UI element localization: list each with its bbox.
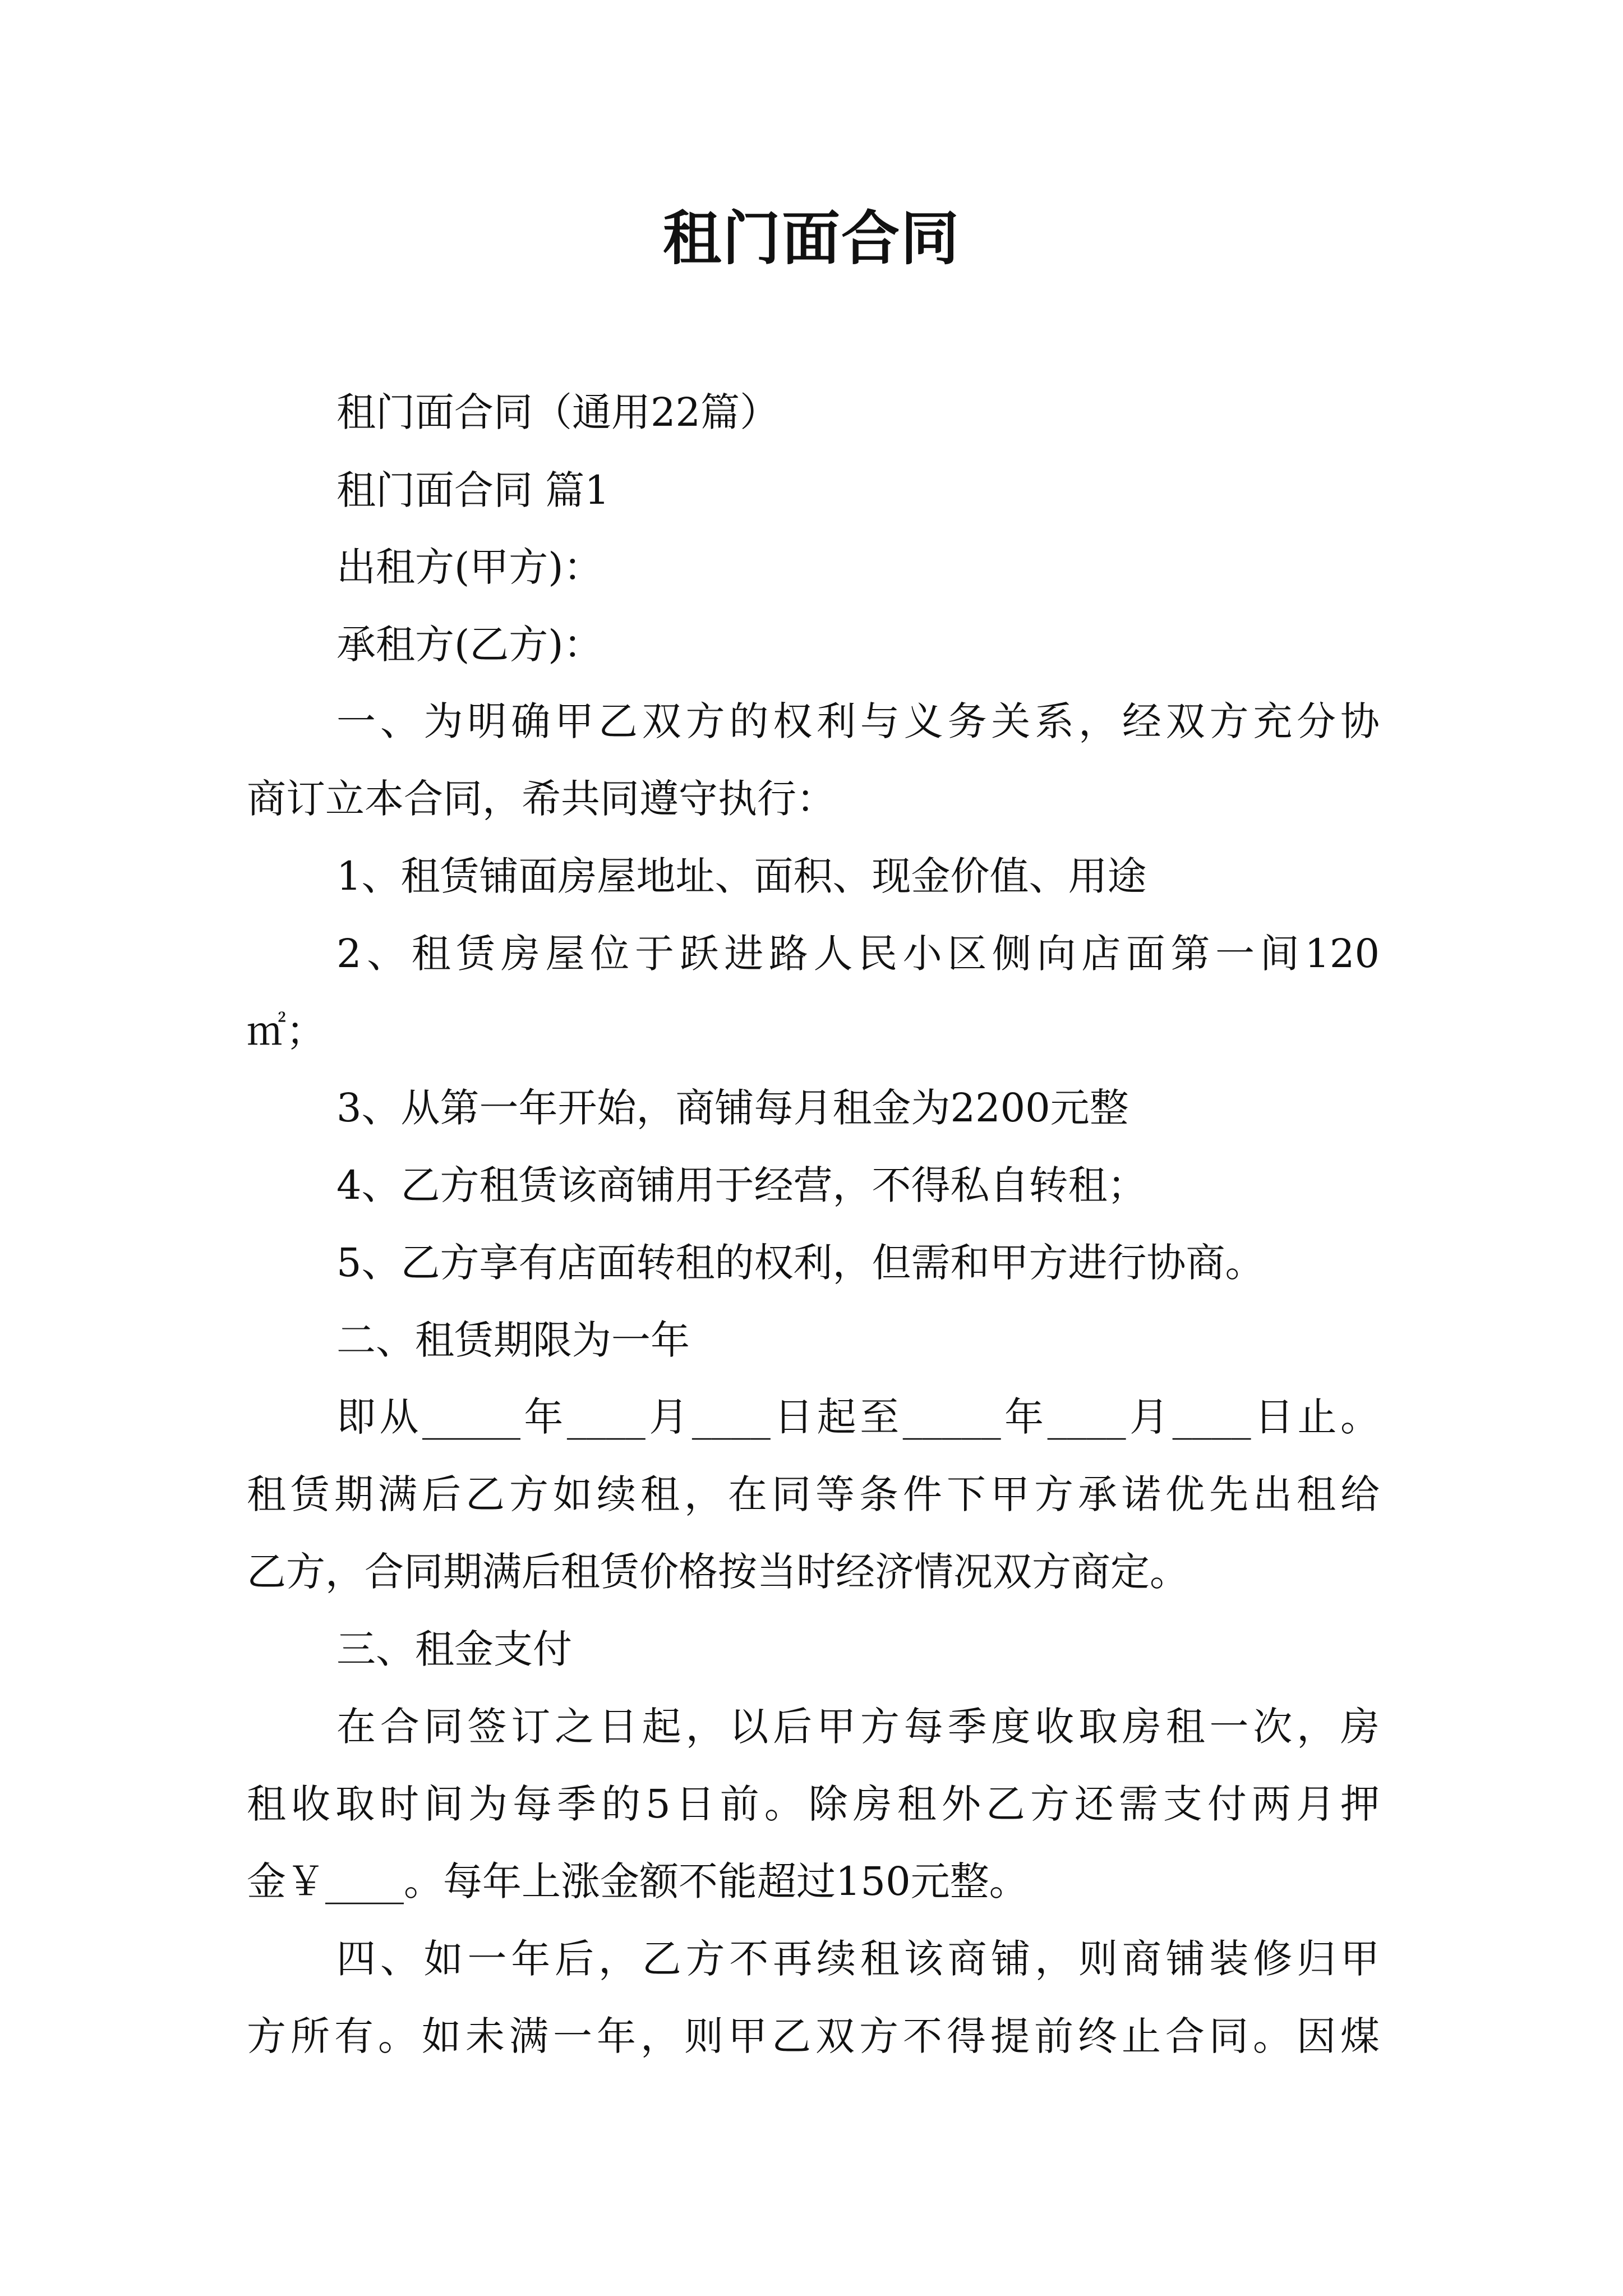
body-line: ㎡； — [247, 1008, 325, 1054]
body-line: 租赁期满后乙方如续租，在同等条件下甲方承诺优先出租给 — [247, 1471, 1380, 1517]
body-line: 即从_____年____月____日起至_____年____月____日止。 — [336, 1394, 1380, 1440]
body-line: 四、如一年后，乙方不再续租该商铺，则商铺装修归甲 — [336, 1936, 1380, 1982]
body-line: 1、租赁铺面房屋地址、面积、现金价值、用途 — [336, 853, 1147, 899]
body-line: 5、乙方享有店面转租的权利，但需和甲方进行协商。 — [336, 1240, 1265, 1286]
body-line: 3、从第一年开始，商铺每月租金为2200元整 — [336, 1085, 1129, 1131]
body-line: 商订立本合同，希共同遵守执行： — [247, 776, 836, 822]
body-line: 一、为明确甲乙双方的权利与义务关系，经双方充分协 — [336, 698, 1380, 744]
lessee-line: 承租方(乙方)： — [336, 622, 603, 668]
body-line: 租收取时间为每季的5日前。除房租外乙方还需支付两月押 — [247, 1781, 1380, 1827]
body-line: 4、乙方租赁该商铺用于经营，不得私自转租； — [336, 1162, 1147, 1208]
body-line: 方所有。如未满一年，则甲乙双方不得提前终止合同。因煤 — [247, 2013, 1380, 2059]
body-line: 三、租金支付 — [336, 1626, 572, 1672]
body-line: 2、租赁房屋位于跃进路人民小区侧向店面第一间120 — [336, 931, 1380, 977]
section-heading-line: 租门面合同 篇1 — [336, 467, 610, 513]
body-line: 乙方，合同期满后租赁价格按当时经济情况双方商定。 — [247, 1549, 1189, 1595]
subtitle-line: 租门面合同（通用22篇） — [336, 389, 780, 435]
body-line: 二、租赁期限为一年 — [336, 1317, 690, 1363]
lessor-line: 出租方(甲方)： — [336, 544, 603, 590]
document-title: 租门面合同 — [662, 204, 960, 273]
body-line: 金￥____。每年上涨金额不能超过150元整。 — [247, 1858, 1029, 1904]
body-line: 在合同签订之日起，以后甲方每季度收取房租一次，房 — [336, 1704, 1380, 1750]
